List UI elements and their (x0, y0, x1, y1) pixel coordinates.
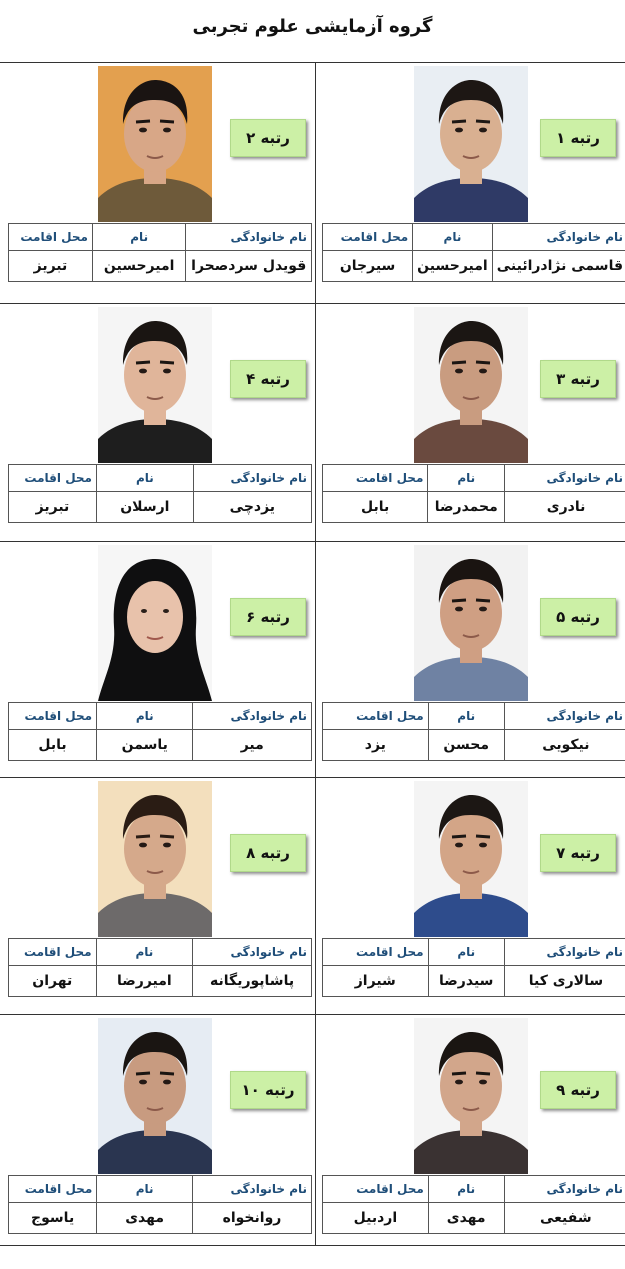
residence-value: سیرجان (323, 251, 413, 282)
header-name: نام (428, 703, 504, 730)
header-family: نام خانوادگی (492, 224, 625, 251)
residence-value: تبریز (9, 492, 97, 523)
family-value: میر (193, 730, 312, 761)
header-family: نام خانوادگی (504, 1176, 625, 1203)
student-card (0, 778, 312, 1014)
rank-badge: رتبه ۵ (540, 598, 616, 636)
header-name: نام (428, 465, 505, 492)
rank-badge: رتبه ۸ (230, 834, 306, 872)
name-value: امیرحسین (92, 251, 186, 282)
student-info-table (322, 223, 625, 282)
header-residence: محل اقامت (323, 939, 429, 966)
header-family: نام خانوادگی (505, 465, 625, 492)
header-name: نام (428, 1176, 504, 1203)
page-title: گروه آزمایشی علوم تجربی (192, 16, 433, 37)
residence-value: بابل (9, 730, 97, 761)
student-card (316, 304, 625, 540)
name-value: مهدی (97, 1203, 193, 1234)
family-value: پاشاپوریگانه (193, 966, 312, 997)
header-family: نام خانوادگی (193, 703, 312, 730)
residence-value: بابل (323, 492, 428, 523)
student-info-table (8, 1175, 312, 1234)
student-info-table (322, 1175, 625, 1234)
residence-value: شیراز (323, 966, 429, 997)
name-value: سیدرضا (428, 966, 504, 997)
header-name: نام (96, 939, 193, 966)
student-info-table (8, 938, 312, 997)
family-value: یزدچی (193, 492, 311, 523)
student-card (0, 1015, 312, 1251)
header-residence: محل اقامت (9, 1176, 97, 1203)
header-family: نام خانوادگی (193, 939, 312, 966)
family-value: نادری (505, 492, 625, 523)
name-value: ارسلان (96, 492, 193, 523)
header-name: نام (96, 465, 193, 492)
rank-badge: رتبه ۷ (540, 834, 616, 872)
name-value: محمدرضا (428, 492, 505, 523)
header-family: نام خانوادگی (192, 1176, 311, 1203)
rank-badge: رتبه ۹ (540, 1071, 616, 1109)
student-card (316, 778, 625, 1014)
header-name: نام (413, 224, 493, 251)
student-info-table (322, 464, 625, 523)
student-card (316, 542, 625, 778)
header-residence: محل اقامت (323, 703, 429, 730)
student-photo (98, 66, 212, 222)
header-family: نام خانوادگی (504, 939, 625, 966)
student-card (316, 1015, 625, 1251)
family-value: قاسمی نژادرائینی (492, 251, 625, 282)
rank-badge: رتبه ۳ (540, 360, 616, 398)
student-photo (414, 307, 528, 463)
header-residence: محل اقامت (9, 939, 97, 966)
header-residence: محل اقامت (9, 224, 93, 251)
residence-value: تهران (9, 966, 97, 997)
student-info-table (8, 223, 312, 282)
residence-value: یاسوج (9, 1203, 97, 1234)
header-name: نام (428, 939, 504, 966)
family-value: نیکویی (504, 730, 625, 761)
rank-badge: رتبه ۴ (230, 360, 306, 398)
name-value: مهدی (428, 1203, 504, 1234)
student-info-table (8, 702, 312, 761)
header-residence: محل اقامت (9, 465, 97, 492)
student-photo (98, 781, 212, 937)
header-residence: محل اقامت (9, 703, 97, 730)
student-info-table (322, 702, 625, 761)
student-photo (98, 1018, 212, 1174)
header-family: نام خانوادگی (504, 703, 625, 730)
header-residence: محل اقامت (323, 1176, 429, 1203)
name-value: یاسمن (97, 730, 193, 761)
family-value: روانخواه (192, 1203, 311, 1234)
residence-value: یزد (323, 730, 429, 761)
student-photo (414, 545, 528, 701)
student-photo (98, 307, 212, 463)
name-value: امیرحسین (413, 251, 493, 282)
residence-value: اردبیل (323, 1203, 429, 1234)
header-family: نام خانوادگی (193, 465, 311, 492)
header-name: نام (97, 1176, 193, 1203)
student-card (316, 63, 625, 299)
student-photo (98, 545, 212, 701)
family-value: شفیعی (504, 1203, 625, 1234)
student-card (0, 304, 312, 540)
student-info-table (322, 938, 625, 997)
student-photo (414, 781, 528, 937)
family-value: قویدل سردصحرا (186, 251, 312, 282)
rank-badge: رتبه ۱ (540, 119, 616, 157)
rank-badge: رتبه ۶ (230, 598, 306, 636)
rank-badge: رتبه ۱۰ (230, 1071, 306, 1109)
name-value: محسن (428, 730, 504, 761)
header-family: نام خانوادگی (186, 224, 312, 251)
header-residence: محل اقامت (323, 224, 413, 251)
student-card (0, 63, 312, 299)
residence-value: تبریز (9, 251, 93, 282)
student-photo (414, 66, 528, 222)
name-value: امیررضا (96, 966, 193, 997)
student-photo (414, 1018, 528, 1174)
header-residence: محل اقامت (323, 465, 428, 492)
student-info-table (8, 464, 312, 523)
rank-badge: رتبه ۲ (230, 119, 306, 157)
student-card (0, 542, 312, 778)
header-name: نام (97, 703, 193, 730)
header-name: نام (92, 224, 186, 251)
family-value: سالاری کیا (504, 966, 625, 997)
